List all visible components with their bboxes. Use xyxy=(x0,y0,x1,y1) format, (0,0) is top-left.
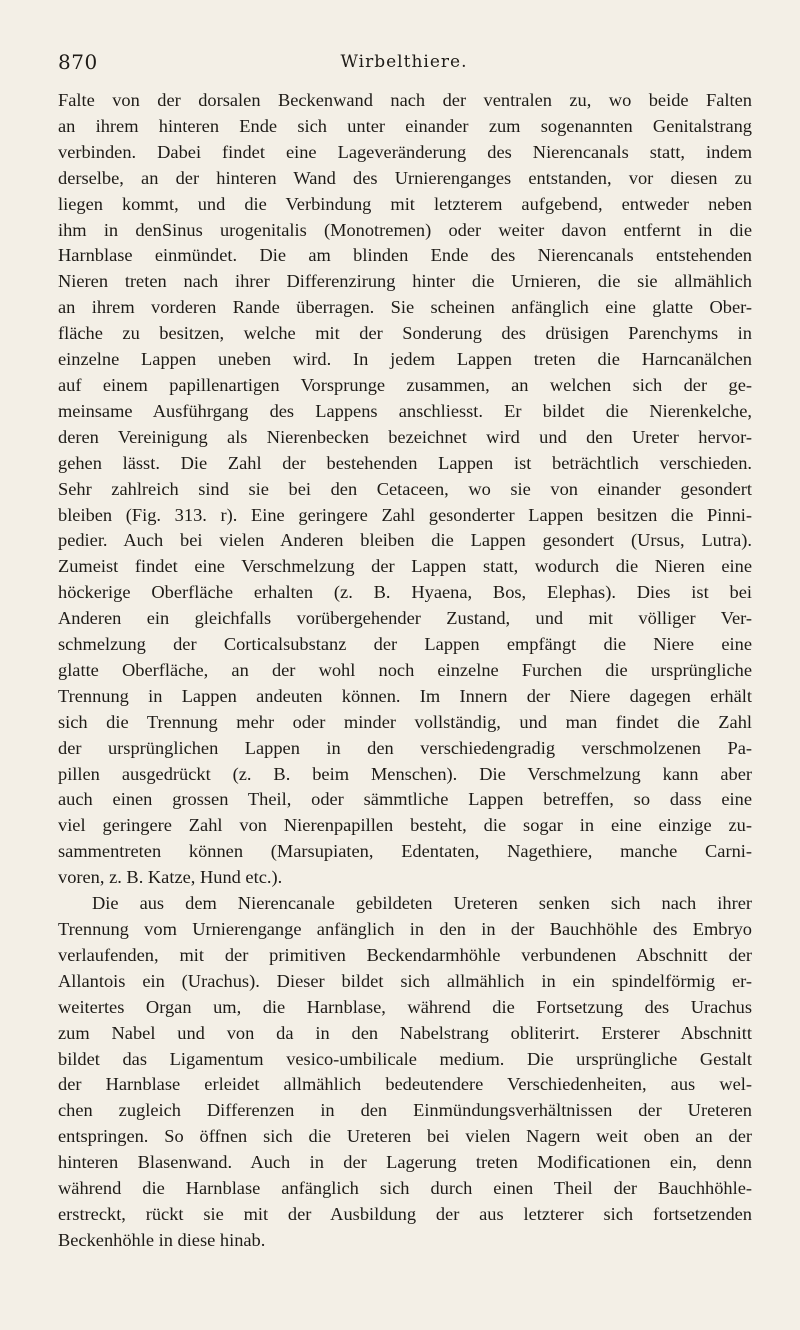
body-text xyxy=(58,88,752,1254)
text-line: auch einen grossen Theil, oder sämmtliche Lappen betreffen, so dass eine xyxy=(58,789,752,810)
text-line: Trennung in Lappen andeuten können. Im Innern der Niere dagegen erhält xyxy=(58,685,752,706)
text-line: verbinden. Dabei findet eine Lageveränderung des Nierencanals statt, indem xyxy=(58,141,752,162)
text-line: sammentreten können (Marsupiaten, Edentaten, Nagethiere, manche Carni- xyxy=(58,841,752,862)
text-line: bleiben (Fig. 313. r). Eine geringere Zahl gesonderter Lappen besitzen die Pinni- xyxy=(58,504,752,525)
text-line: liegen kommt, und die Verbindung mit letzterem aufgebend, entweder neben xyxy=(58,193,752,214)
text-line: höckerige Oberfläche erhalten (z. B. Hyaena, Bos, Elephas). Dies ist bei xyxy=(58,582,752,603)
text-line: pedier. Auch bei vielen Anderen bleiben die Lappen gesondert (Ursus, Lutra). xyxy=(58,530,752,551)
text-line: deren Vereinigung als Nierenbecken bezeichnet wird und den Ureter hervor- xyxy=(58,426,752,447)
text-line: Trennung vom Urnierengange anfänglich in den in der Bauchhöhle des Embryo xyxy=(58,919,752,939)
text-line: gehen lässt. Die Zahl der bestehenden Lappen ist beträchtlich verschieden. xyxy=(58,452,752,473)
text-line: auf einem papillenartigen Vorsprunge zusammen, an welchen sich der ge- xyxy=(58,374,752,395)
text-line: pillen ausgedrückt (z. B. beim Menschen). Die Verschmelzung kann aber xyxy=(58,763,752,784)
text-line: fläche zu besitzen, welche mit der Sonderung des drüsigen Parenchyms in xyxy=(58,323,752,344)
text-line: zum Nabel und von da in den Nabelstrang obliterirt. Ersterer Abschnitt xyxy=(58,1022,752,1043)
text-line: ihm in denSinus urogenitalis (Monotremen) oder weiter davon entfernt in die xyxy=(58,219,752,240)
text-line: derselbe, an der hinteren Wand des Urnierenganges entstanden, vor diesen zu xyxy=(58,167,752,188)
text-line: hinteren Blasenwand. Auch in der Lagerung treten Modificationen ein, denn xyxy=(58,1152,752,1173)
text-line: Nieren treten nach ihrer Differenzirung hinter die Urnieren, die sie allmählich xyxy=(58,271,752,292)
page-header xyxy=(58,50,750,80)
text-line: meinsame Ausführgang des Lappens anschliesst. Er bildet die Nierenkelche, xyxy=(58,400,752,421)
text-line: einzelne Lappen uneben wird. In jedem Lappen treten die Harncanälchen xyxy=(58,349,752,370)
text-line: Harnblase einmündet. Die am blinden Ende des Nierencanals entstehenden xyxy=(58,245,752,266)
text-line: an ihrem hinteren Ende sich unter einander zum sogenannten Genitalstrang xyxy=(58,115,752,136)
text-line: voren, z. B. Katze, Hund etc.). xyxy=(58,867,283,888)
text-line: während die Harnblase anfänglich sich durch einen Theil der Bauchhöhle- xyxy=(58,1178,752,1199)
page-number: 870 xyxy=(58,50,98,74)
text-line: der Harnblase erleidet allmählich bedeutendere Verschiedenheiten, aus wel- xyxy=(58,1074,752,1095)
text-line: der ursprünglichen Lappen in den verschiedengradig verschmolzenen Pa- xyxy=(58,737,752,758)
paragraph xyxy=(58,88,752,891)
text-line: Anderen ein gleichfalls vorübergehender Zustand, und mit völliger Ver- xyxy=(58,608,752,629)
text-line: Zumeist findet eine Verschmelzung der Lappen statt, wodurch die Nieren eine xyxy=(58,556,752,577)
text-line: Falte von der dorsalen Beckenwand nach der ventralen zu, wo beide Falten xyxy=(58,90,752,110)
text-line: Die aus dem Nierencanale gebildeten Ureteren senken sich nach ihrer xyxy=(92,893,752,914)
text-line: erstreckt, rückt sie mit der Ausbildung der aus letzterer sich fortsetzenden xyxy=(58,1203,752,1224)
text-line: viel geringere Zahl von Nierenpapillen besteht, die sogar in eine einzige zu- xyxy=(58,815,752,836)
text-line: chen zugleich Differenzen in den Einmündungsverhältnissen der Ureteren xyxy=(58,1100,752,1121)
running-title: Wirbelthiere. xyxy=(340,52,468,72)
text-line: Beckenhöhle in diese hinab. xyxy=(58,1229,266,1250)
text-line: an ihrem vorderen Rande überragen. Sie scheinen anfänglich eine glatte Ober- xyxy=(58,297,752,318)
paragraph xyxy=(58,891,752,1254)
text-line: Sehr zahlreich sind sie bei den Cetaceen, wo sie von einander gesondert xyxy=(58,478,752,499)
text-line: schmelzung der Corticalsubstanz der Lappen empfängt die Niere eine xyxy=(58,634,752,655)
text-line: glatte Oberfläche, an der wohl noch einzelne Furchen die ursprüngliche xyxy=(58,659,752,680)
text-line: weitertes Organ um, die Harnblase, während die Fortsetzung des Urachus xyxy=(58,996,752,1017)
text-line: sich die Trennung mehr oder minder vollständig, und man findet die Zahl xyxy=(58,711,752,732)
text-line: verlaufenden, mit der primitiven Beckendarmhöhle verbundenen Abschnitt der xyxy=(58,944,752,965)
text-line: entspringen. So öffnen sich die Ureteren bei vielen Nagern weit oben an der xyxy=(58,1126,752,1147)
text-line: bildet das Ligamentum vesico-umbilicale medium. Die ursprüngliche Gestalt xyxy=(58,1048,752,1069)
text-line: Allantois ein (Urachus). Dieser bildet sich allmählich in ein spindelförmig er- xyxy=(58,970,752,991)
